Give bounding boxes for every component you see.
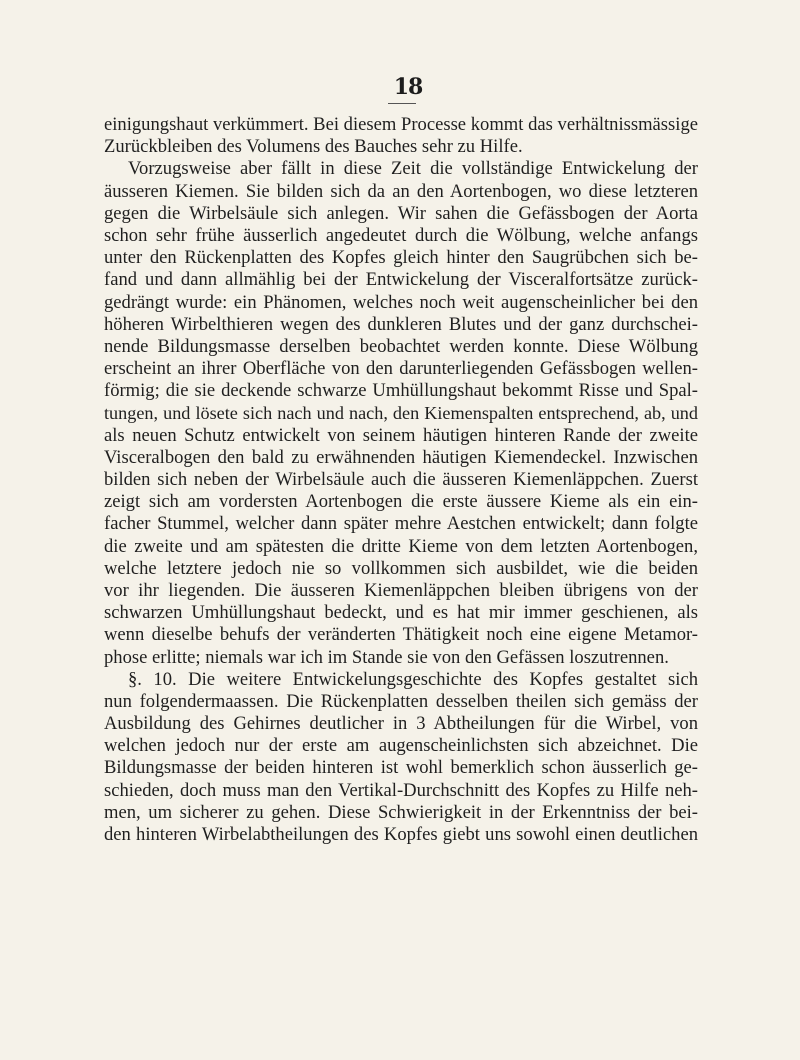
text-line: wenn dieselbe behufs der veränderten Thätigkeit noch eine eigene Metamor- (104, 624, 698, 646)
text-line: schwarzen Umhüllungshaut bedeckt, und es hat mir immer geschienen, als (104, 602, 698, 624)
text-line: welchen jedoch nur der erste am augenscheinlichsten sich abzeichnet. Die (104, 735, 698, 757)
text-line: nun folgendermaassen. Die Rückenplatten desselben theilen sich gemäss der (104, 690, 698, 712)
text-line: men, um sicherer zu gehen. Diese Schwierigkeit in der Erkenntniss der bei- (104, 801, 698, 823)
text-line: Bildungsmasse der beiden hinteren ist wohl bemerklich schon äusserlich ge- (104, 757, 698, 779)
text-line: vor ihr liegenden. Die äusseren Kiemenläppchen bleiben übrigens von der (104, 579, 698, 601)
text-line: §. 10. Die weitere Entwickelungsgeschichte des Kopfes gestaltet sich (128, 668, 698, 690)
text-line: facher Stummel, welcher dann später mehre Aestchen entwickelt; dann folgte (104, 513, 698, 535)
text-line: welche letztere jedoch nie so vollkommen sich ausbildet, wie die beiden (104, 557, 698, 579)
page-number: 18 (393, 74, 423, 100)
text-line: zeigt sich am vordersten Aortenbogen die erste äussere Kieme als ein ein- (104, 491, 698, 513)
text-line: höheren Wirbelthieren wegen des dunkleren Blutes und der ganz durchschei- (104, 313, 698, 335)
text-line: fand und dann allmählig bei der Entwickelung der Visceralfortsätze zurück- (104, 269, 698, 291)
text-line: gegen die Wirbelsäule sich anlegen. Wir sahen die Gefässbogen der Aorta (104, 202, 698, 224)
text-line: als neuen Schutz entwickelt von seinem häutigen hinteren Rande der zweite (104, 424, 698, 446)
text-line: die zweite und am spätesten die dritte Kieme von dem letzten Aortenbogen, (104, 535, 698, 557)
text-line: den hinteren Wirbelabtheilungen des Kopfes giebt uns sowohl einen deutlichen (104, 824, 698, 845)
text-line: einigungshaut verkümmert. Bei diesem Processe kommt das verhältnissmässige (104, 114, 698, 135)
text-line: unter den Rückenplatten des Kopfes gleich hinter den Saugrübchen sich be- (104, 247, 698, 269)
text-line: bilden sich neben der Wirbelsäule auch die äusseren Kiemenläppchen. Zuerst (104, 469, 698, 490)
text-line: Ausbildung des Gehirnes deutlicher in 3 Abtheilungen für die Wirbel, von (104, 713, 698, 735)
text-line: tungen, und lösete sich nach und nach, den Kiemenspalten entsprechend, ab, und (104, 403, 698, 424)
text-line: phose erlitte; niemals war ich im Stande sie von den Gefässen loszutrennen. (104, 646, 669, 668)
text-line: förmig; die sie deckende schwarze Umhüllungshaut bekommt Risse und Spal- (104, 380, 698, 402)
body-text (104, 114, 698, 846)
text-line: gedrängt wurde: ein Phänomen, welches noch weit augenscheinlicher bei den (104, 291, 698, 313)
text-line: erscheint an ihrer Oberfläche von den darunterliegenden Gefässbogen wellen- (104, 358, 698, 380)
text-line: Visceralbogen den bald zu erwähnenden häutigen Kiemendeckel. Inzwischen (104, 446, 698, 468)
text-line: Vorzugsweise aber fällt in diese Zeit die vollständige Entwickelung der (128, 158, 698, 180)
text-line: äusseren Kiemen. Sie bilden sich da an den Aortenbogen, wo diese letzteren (104, 180, 698, 202)
text-line: schon sehr frühe äusserlich angedeutet durch die Wölbung, welche anfangs (104, 224, 698, 246)
text-line: nende Bildungsmasse derselben beobachtet werden konnte. Diese Wölbung (104, 335, 698, 357)
text-line: schieden, doch muss man den Vertikal-Durchschnitt des Kopfes zu Hilfe neh- (104, 779, 698, 801)
text-line: Zurückbleiben des Volumens des Bauches sehr zu Hilfe. (104, 136, 523, 158)
page-number-rule (388, 103, 416, 104)
